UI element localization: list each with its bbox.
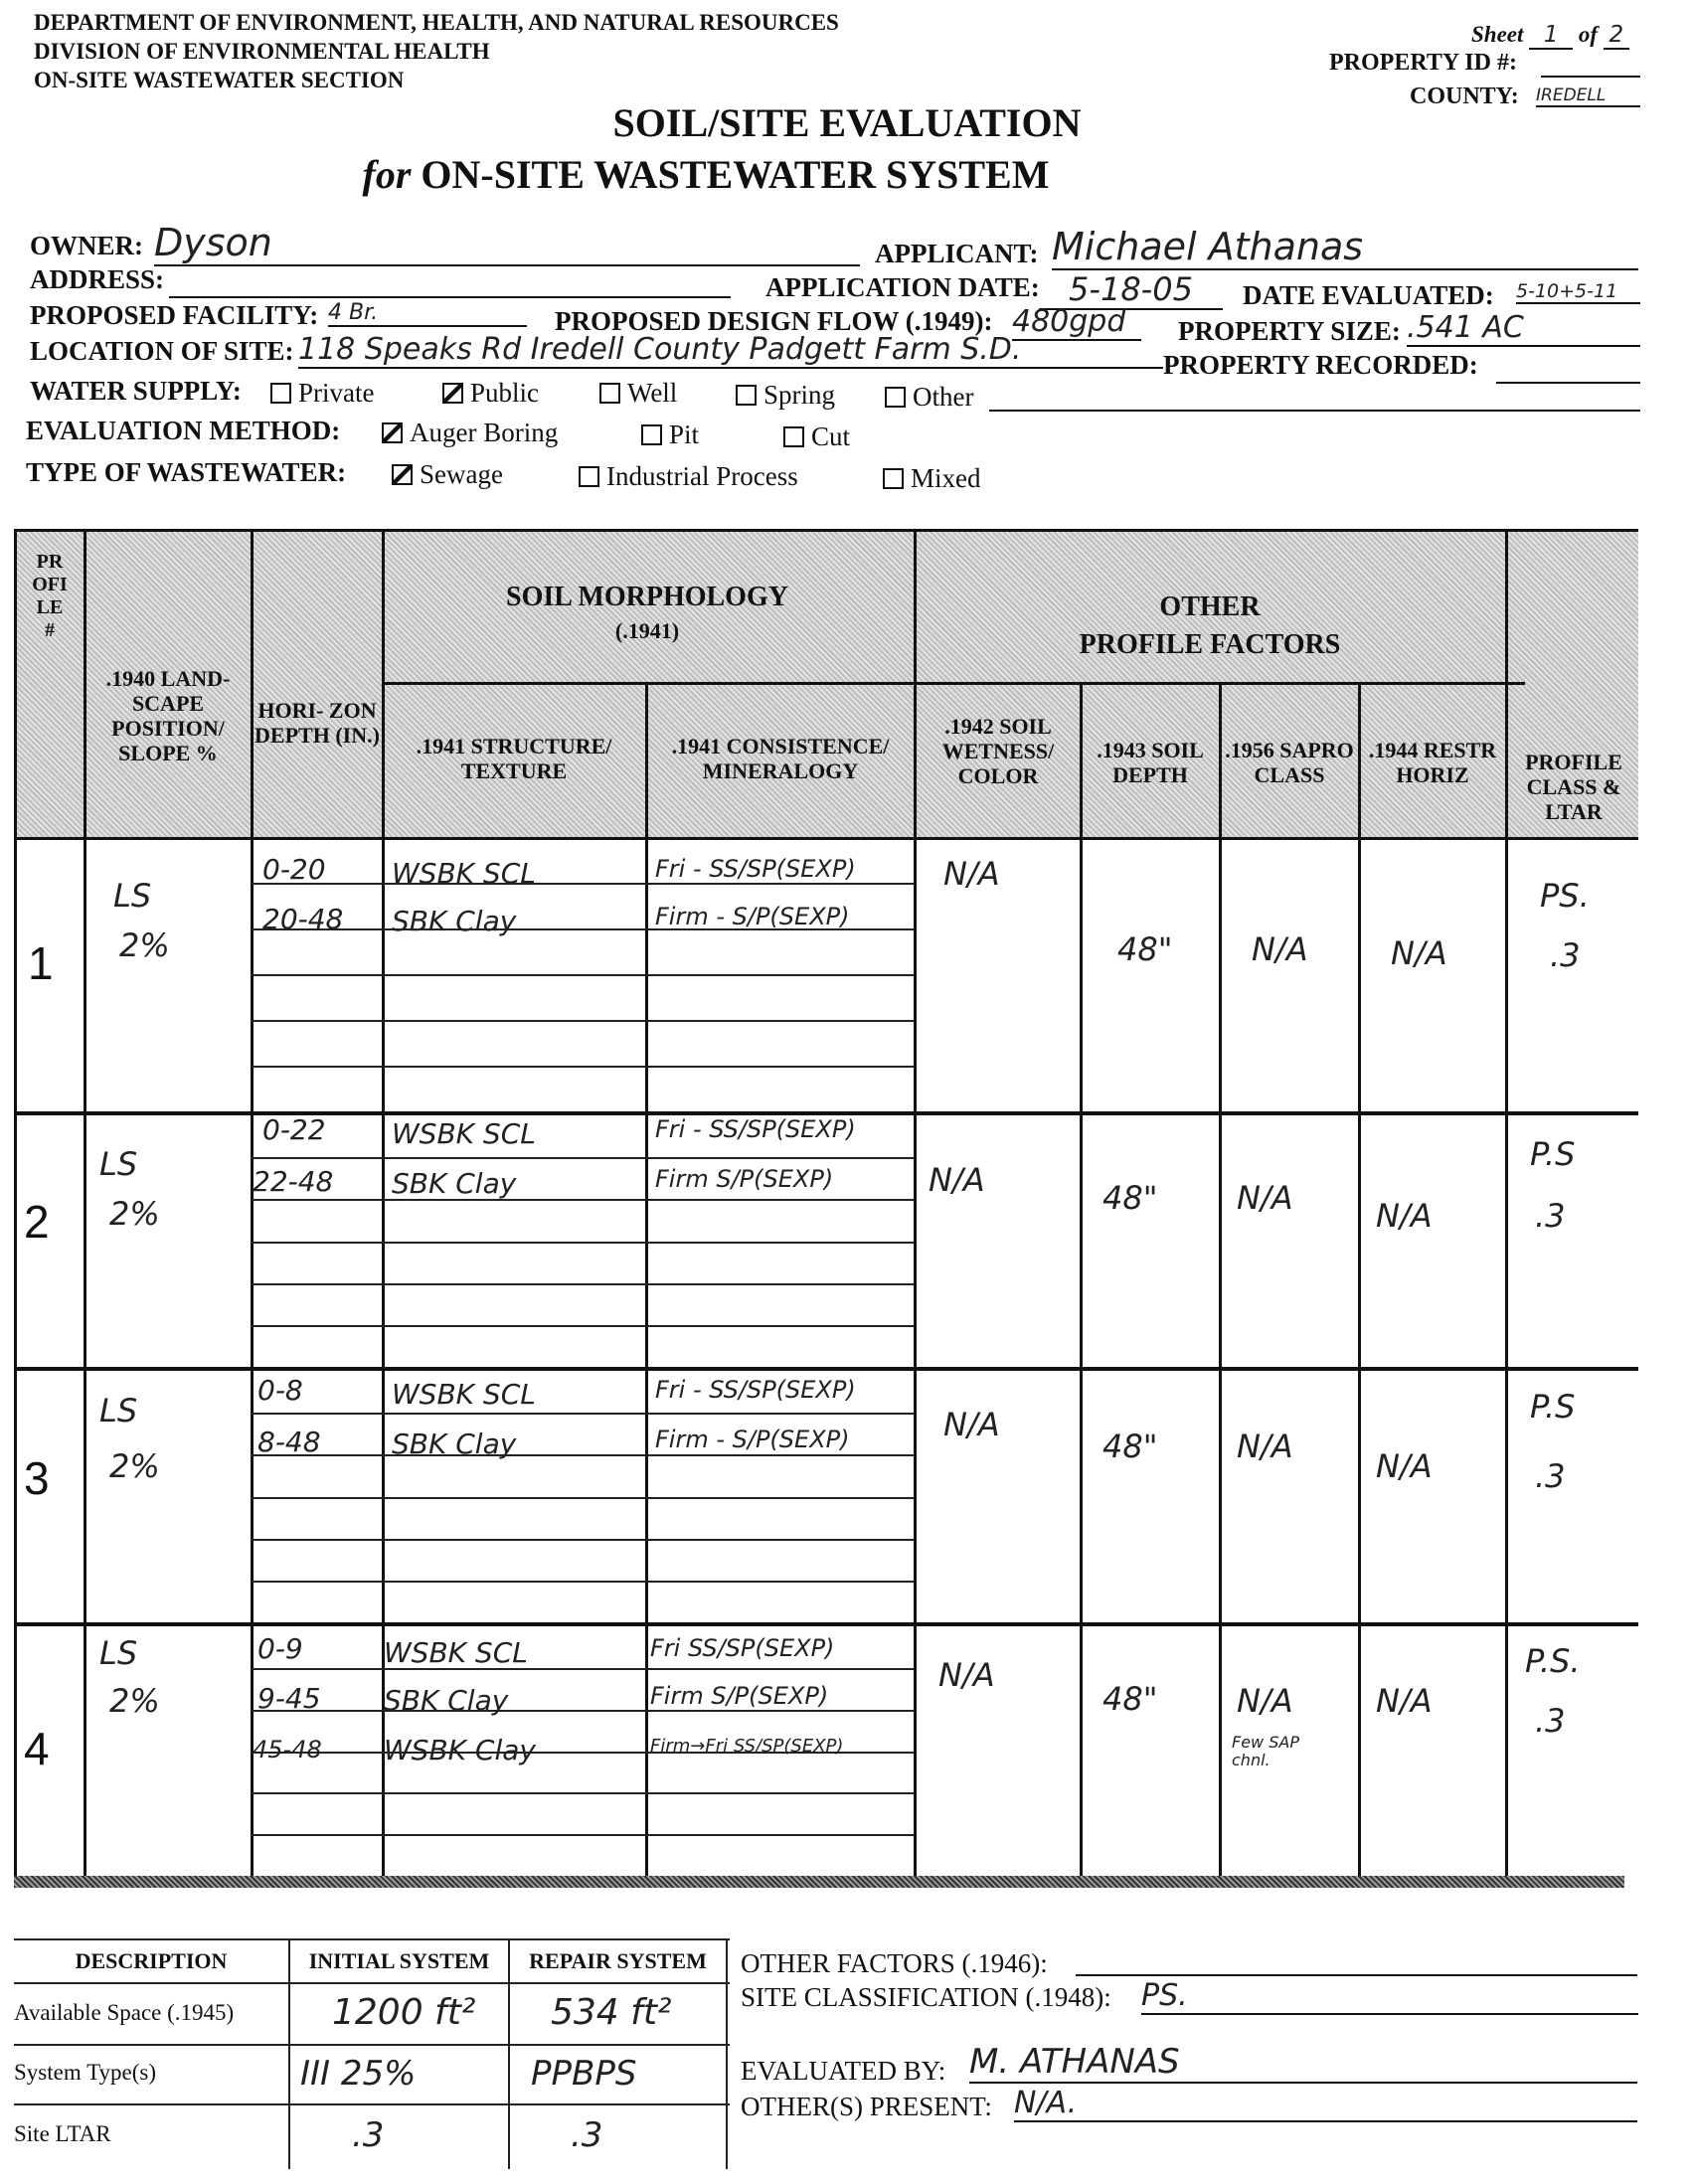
horizon-row-line [251,1710,914,1712]
site-classification-label: SITE CLASSIFICATION (.1948): [741,1982,1111,2012]
wastewater-mixed-option[interactable] [883,463,981,494]
horizon-row-line [251,1413,914,1415]
horizon-row-line [251,1539,914,1541]
profile-2-class: P.S [1530,1135,1576,1173]
profile-4-restr: N/A [1376,1682,1433,1720]
sheet-indicator [1471,22,1629,50]
profile-1-landscape: LS [113,877,152,915]
profile-4-row-3-consistence: Firm→Fri SS/SP(SEXP) [650,1736,844,1757]
profile-2-row-2-structure: SBK Clay [392,1167,517,1200]
water-spring-option[interactable] [736,380,835,411]
profile-3-class: P.S [1530,1388,1576,1426]
profile-3-row-1-depth: 0-8 [257,1374,303,1407]
profile-4-class: P.S. [1525,1642,1581,1680]
date-evaluated-label: DATE EVALUATED: [1243,280,1494,310]
consistence-header: .1941 CONSISTENCE/ MINERALOGY [671,734,890,783]
profile-2-row-1-consistence: Fri - SS/SP(SEXP) [655,1115,856,1143]
profile-4-row-3-depth: 45-48 [253,1736,322,1764]
owner-label: OWNER: [30,231,143,260]
eval-auger-option[interactable] [382,418,558,448]
water-other-text: Other [913,382,974,412]
other-factors-label: OTHER FACTORS (.1946): [741,1948,1048,1978]
evaluated-by-label: EVALUATED BY: [741,2056,946,2086]
profile-3-row-2-depth: 8-48 [257,1426,321,1458]
profile-2-sapro: N/A [1237,1179,1293,1217]
profile-4-ltar: .3 [1535,1702,1566,1740]
others-present-value: N/A. [1014,2086,1637,2122]
property-id-label: PROPERTY ID #: [1329,50,1517,76]
system-type-label: System Type(s) [14,2060,156,2085]
water-public-option[interactable] [442,378,539,409]
horizon-row-line [251,974,914,976]
applicant-label: APPLICANT: [875,239,1039,268]
other-factors-header: OTHER [1159,591,1261,622]
subtitle-for: for [362,152,412,197]
wastewater-sewage-text: Sewage [420,459,503,489]
profile-3-slope: 2% [109,1447,160,1485]
header-sub-line [382,682,1525,685]
evaluated-by-value: M. ATHANAS [969,2042,1637,2084]
eval-cut-option[interactable] [783,421,850,452]
available-space-label: Available Space (.1945) [14,2000,235,2025]
date-evaluated-value: 5-10+5-11 [1516,280,1640,304]
profile-3-row-2-consistence: Firm - S/P(SEXP) [655,1426,850,1453]
profile-2-depth: 48" [1102,1179,1158,1217]
profile-table [14,529,1638,1881]
profile-1-class: PS. [1540,877,1590,915]
subtitle-text: ON-SITE WASTEWATER SYSTEM [421,152,1050,197]
available-space-repair: 534 ft² [551,1992,672,2033]
design-flow-label: PROPOSED DESIGN FLOW (.1949): [555,306,993,336]
horizon-row-line [251,1834,914,1836]
agency-line-1: DEPARTMENT OF ENVIRONMENT, HEALTH, AND NATURAL RESOURCES [34,10,839,35]
water-public-text: Public [470,378,540,408]
form-title: SOIL/SITE EVALUATION [612,100,1082,145]
profile-1-row-2-structure: SBK Clay [392,905,517,937]
soil-morphology-sub: (.1941) [614,618,680,643]
horizon-row-line [251,1497,914,1499]
property-id-field [1541,76,1640,78]
horizon-row-line [251,1199,914,1201]
soil-morphology-header: SOIL MORPHOLOGY [506,582,788,612]
col-line-5 [914,529,917,1876]
horizon-row-line [251,1242,914,1244]
col-line-3 [382,529,385,1876]
profile-2-row-2-consistence: Firm S/P(SEXP) [655,1165,834,1193]
profile-3-depth: 48" [1102,1428,1158,1465]
water-well-option[interactable] [599,378,677,409]
profile-3-wetness: N/A [943,1406,1000,1443]
profile-1-restr: N/A [1391,934,1447,972]
profile-2-row-1-structure: WSBK SCL [392,1117,536,1150]
application-date-value: 5-18-05 [1039,270,1223,310]
horizon-row-line [251,1581,914,1583]
horizon-row-line [251,1066,914,1068]
water-other-checkbox[interactable] [885,387,906,408]
sapro-class-header: .1956 SAPRO CLASS [1225,738,1354,787]
wastewater-industrial-option[interactable] [579,461,798,492]
owner-value: Dyson [154,221,860,266]
profile-2-ltar: .3 [1535,1197,1566,1235]
location-label: LOCATION OF SITE: [30,336,294,366]
water-well-checkbox[interactable] [599,383,620,404]
eval-auger-text: Auger Boring [410,418,559,447]
horizon-row-line [251,1668,914,1670]
site-ltar-repair: .3 [571,2115,603,2155]
table-top-border [14,529,1638,532]
water-private-option[interactable] [270,378,374,409]
property-size-value: .541 AC [1407,310,1640,347]
profile-4-sapro-note: Few SAP chnl. [1232,1733,1299,1769]
property-recorded-field [1496,382,1640,384]
wastewater-mixed-text: Mixed [911,463,981,493]
profile-3-sapro: N/A [1237,1428,1293,1465]
wastewater-type-label: TYPE OF WASTEWATER: [26,457,347,487]
profile-class-header: PROFILE CLASS & LTAR [1525,750,1622,824]
water-well-text: Well [627,378,678,408]
profile-3-row-1-consistence: Fri - SS/SP(SEXP) [655,1376,856,1404]
water-spring-checkbox[interactable] [736,385,757,406]
applicant-value: Michael Athanas [1052,225,1638,270]
profile-4-slope: 2% [109,1682,160,1720]
wastewater-mixed-checkbox[interactable] [883,468,904,489]
profile-4-row-3-structure: WSBK Clay [384,1734,536,1766]
sheet-total: 2 [1604,22,1629,50]
profile-1-sapro: N/A [1252,930,1308,968]
profile-1-depth: 48" [1117,930,1173,968]
other-factors-header-2: PROFILE FACTORS [1079,629,1341,660]
water-public-checkbox[interactable] [442,383,463,404]
property-size-label: PROPERTY SIZE: [1178,316,1401,346]
profile-4-wetness: N/A [938,1656,995,1694]
restr-horiz-header: .1944 RESTR HORIZ [1368,738,1497,787]
eval-pit-checkbox[interactable] [641,424,662,445]
sheet-number: 1 [1529,22,1573,50]
profile-1-wetness: N/A [943,855,1000,893]
profile-2-number: 2 [24,1196,50,1248]
horizon-row-line [251,1157,914,1159]
profile-3-landscape: LS [99,1392,138,1429]
profile-1-row-2-consistence: Firm - S/P(SEXP) [655,903,850,930]
water-other-field [989,410,1640,412]
others-present-label: OTHER(S) PRESENT: [741,2092,992,2121]
facility-value: 4 Br. [328,300,527,327]
profile-4-landscape: LS [99,1634,138,1672]
address-label: ADDRESS: [30,264,165,294]
col-line-6 [1080,682,1083,1876]
col-line-4 [645,682,648,1876]
eval-cut-text: Cut [811,421,851,451]
profile-separator-2 [14,1367,1638,1371]
horizon-row-line [251,1283,914,1285]
other-factors-field [1076,1974,1637,1976]
repair-system-header: REPAIR SYSTEM [529,1948,707,1973]
profile-3-row-2-structure: SBK Clay [392,1428,517,1460]
header-bottom-line [14,837,1638,840]
profile-2-slope: 2% [109,1195,160,1233]
wastewater-industrial-checkbox[interactable] [579,466,599,487]
form-subtitle [0,151,1412,198]
eval-pit-option[interactable] [641,420,699,450]
profile-1-row-1-consistence: Fri - SS/SP(SEXP) [655,855,856,883]
profile-2-landscape: LS [99,1145,138,1183]
profile-1-number: 1 [28,937,54,989]
available-space-initial: 1200 ft² [332,1992,476,2033]
eval-auger-checkbox[interactable] [382,422,403,443]
wastewater-sewage-checkbox[interactable] [392,464,413,485]
system-type-initial: III 25% [300,2054,417,2094]
property-recorded-label: PROPERTY RECORDED: [1163,350,1478,380]
col-line-7 [1219,682,1222,1876]
footer-top-line [14,1938,730,1940]
horizon-row-line [251,1792,914,1794]
facility-label: PROPOSED FACILITY: [30,300,319,330]
col-line-8 [1358,682,1361,1876]
description-header: DESCRIPTION [75,1948,228,1973]
table-bottom-band [14,1876,1624,1888]
col-line-1 [84,529,86,1876]
footer-line-3 [14,2103,730,2105]
location-value: 118 Speaks Rd Iredell County Padgett Farm S.D. [298,332,1163,369]
profile-3-number: 3 [24,1452,50,1504]
sheet-label: Sheet [1471,22,1524,47]
address-field [169,296,731,298]
profile-4-row-2-depth: 9-45 [257,1682,321,1715]
footer-line-1 [14,1982,730,1984]
evaluation-method-label: EVALUATION METHOD: [26,416,341,445]
profile-3-restr: N/A [1376,1447,1433,1485]
profile-4-row-2-consistence: Firm S/P(SEXP) [650,1682,829,1710]
profile-1-row-1-structure: WSBK SCL [392,857,536,890]
horizon-row-line [251,1454,914,1456]
col-line-2 [251,529,254,1876]
wastewater-sewage-option[interactable] [392,459,503,490]
wastewater-industrial-text: Industrial Process [606,461,798,491]
agency-header [34,8,839,94]
profile-4-depth: 48" [1102,1680,1158,1718]
water-supply-label: WATER SUPPLY: [30,376,242,406]
design-flow-value: 480gpd [1012,304,1141,341]
profile-1-slope: 2% [119,926,170,964]
profile-3-row-1-structure: WSBK SCL [392,1378,536,1411]
soil-depth-header: .1943 SOIL DEPTH [1097,738,1204,787]
profile-4-number: 4 [24,1723,50,1774]
profile-number-header: PROFILE # [32,551,68,641]
horizon-depth-header: HORI- ZON DEPTH (IN.) [254,698,380,748]
col-line-9 [1505,529,1508,1876]
water-spring-text: Spring [763,380,836,410]
profile-2-wetness: N/A [929,1161,985,1199]
footer-line-2 [14,2044,730,2046]
eval-pit-text: Pit [669,420,700,449]
sheet-of: of [1578,22,1599,47]
profile-4-sapro: N/A [1237,1682,1293,1720]
water-private-text: Private [298,378,375,408]
site-ltar-initial: .3 [352,2115,385,2155]
water-private-checkbox[interactable] [270,383,291,404]
system-type-repair: PPBPS [531,2054,637,2094]
horizon-row-line [251,1020,914,1022]
footer-col-3 [726,1938,728,2169]
water-other-option[interactable] [885,382,973,413]
profile-4-row-1-structure: WSBK SCL [384,1636,528,1669]
col-line-0 [14,529,17,1876]
profile-4-row-1-consistence: Fri SS/SP(SEXP) [650,1634,835,1662]
profile-4-row-2-structure: SBK Clay [384,1684,509,1717]
horizon-row-line [251,1325,914,1327]
profile-2-row-1-depth: 0-22 [262,1113,326,1146]
horizon-row-line [251,883,914,885]
system-summary-table [14,1938,730,2169]
site-ltar-label: Site LTAR [14,2121,111,2146]
wetness-header: .1942 SOIL WETNESS/ COLOR [941,714,1055,788]
structure-header: .1941 STRUCTURE/ TEXTURE [416,734,612,783]
profile-2-row-2-depth: 22-48 [253,1165,334,1198]
agency-line-3: ON-SITE WASTEWATER SECTION [34,68,405,92]
profile-4-row-1-depth: 0-9 [257,1632,303,1665]
county-label: COUNTY: [1410,84,1519,109]
application-date-label: APPLICATION DATE: [765,272,1040,302]
profile-2-restr: N/A [1376,1197,1433,1235]
profile-3-ltar: .3 [1535,1457,1566,1495]
agency-line-2: DIVISION OF ENVIRONMENTAL HEALTH [34,39,490,64]
eval-cut-checkbox[interactable] [783,426,804,447]
site-classification-value: PS. [1141,1978,1638,2015]
profile-1-row-1-depth: 0-20 [262,853,326,886]
county-value: IREDELL [1536,85,1640,107]
profile-1-row-2-depth: 20-48 [262,903,344,935]
profile-1-ltar: .3 [1550,936,1581,974]
landscape-header: .1940 LAND- SCAPE POSITION/ SLOPE % [105,666,231,765]
profile-separator-3 [14,1622,1638,1626]
initial-system-header: INITIAL SYSTEM [308,1948,490,1973]
